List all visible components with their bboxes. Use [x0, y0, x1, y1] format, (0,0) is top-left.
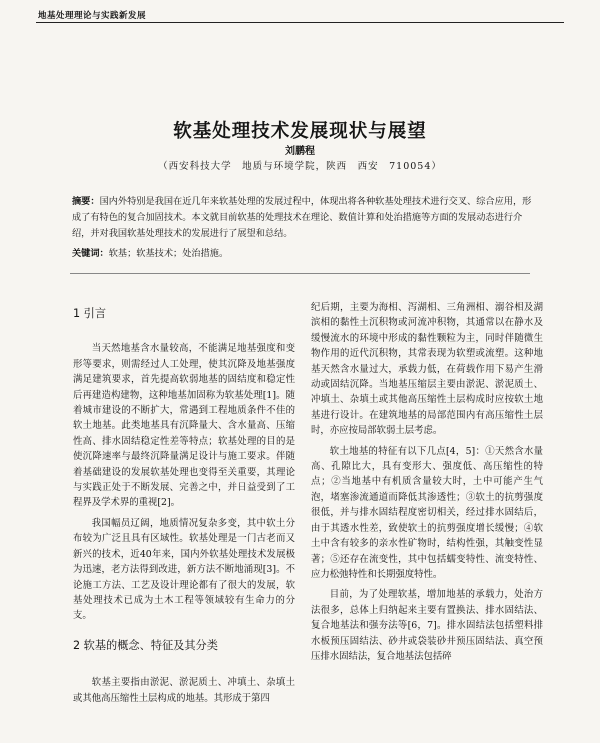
abstract-text: 国内外特别是我国在近几年来软基处理的发展过程中，体现出将各种软基处理技术进行交叉、综合应用，形成了有特色的复合加固技术。本文就目前软基的处理技术在理论、数值计算和处治措施等方面的发展动态进行介绍，并对我国软基处理技术的发展进行了展望和总结。	[72, 196, 532, 239]
running-header: 地基处理理论与实践新发展	[38, 11, 147, 21]
affiliation: （西安科技大学 地质与环境学院，陕西 西安 710054）	[158, 161, 442, 172]
keywords	[72, 246, 534, 262]
paragraph: 目前，为了处理软基，增加地基的承载力，处治方法很多，总体上归纳起来主要有置换法、排水固结法、复合地基法和强夯法等[6，7]。排水固结法包括塑料排水板预压固结法、砂井或袋装砂井预压固结法、真空预压排水固结法，复合地基法包括碎	[311, 589, 543, 662]
paper-title: 软基处理技术发展现状与展望	[173, 121, 427, 142]
section-1-heading: 1 引言	[73, 307, 107, 320]
paragraph: 软基主要指由淤泥、淤泥质土、冲填土、杂填土或其他高压缩性土层构成的地基。其形成于第四	[73, 677, 295, 704]
paragraph: 当天然地基含水量较高，不能满足地基强度和变形等要求，则需经过人工处理，使其沉降及地基强度满足建筑要求，首先提高软弱地基的固结度和稳定性后再建造构建物，这种地基加固称为软基处理[1]。随着城市建设的不断扩大，常遇到工程地质条件不佳的软土地基。此类地基具有沉降量大、含水量高、压缩性高、排水固结稳定性差等特点；软基处理的目的是使沉降速率与最终沉降量满足设计与施工要求。伴随着基础建设的发展软基处理也变得至关重要，其理论与实践正处于不断发展、完善之中，并日益受到了工程界及学术界的重视[2]。	[73, 343, 295, 509]
keywords-label: 关键词：	[72, 248, 109, 259]
section-2-heading: 2 软基的概念、特征及其分类	[73, 638, 218, 652]
paragraph: 软土地基的特征有以下几点[4，5]：①天然含水量高、孔隙比大，具有变形大、强度低、高压缩性的特点；②当地基中有机质含量较大时，土中可能产生气泡，堵塞渗流通道而降低其渗透性；③软土的抗剪强度很低，并与排水固结程度密切相关，经过排水固结后，由于其透水性差，致使软土的抗剪强度增长缓慢；④软土中含有较多的亲水性矿物时，结构性强，其触变性显著；⑤还存在流变性，其中包括蠕变特性、流变特性、应力松弛特性和长期强度特性。	[311, 445, 543, 580]
paragraph: 纪后期，主要为海相、泻湖相、三角洲相、溺谷相及湖滨相的黏性土沉积物或河流冲积物，其通常以在静水及缓慢流水的环境中形成的黏性颗粒为主，同时伴随微生物作用的近代沉积物，其常表现为软塑或流塑。这种地基天然含水量过大，承载力低，在荷载作用下易产生滑动或固结沉降。当地基压缩层主要由淤泥、淤泥质土、冲填土、杂填土或其他高压缩性土层构成时应按软土地基进行设计。在建筑地基的局部范围内有高压缩性土层时，亦应按局部软弱土层考虑。	[311, 302, 543, 437]
left-column	[73, 306, 295, 711]
paragraph: 我国幅员辽阔，地质情况复杂多变，其中软土分布较为广泛且具有区域性。软基处理是一门古老而又新兴的技术，近40年来，国内外软基处理技术发展极为迅速，老方法得到改进，新方法不断地涌现[3]。不论施工方法、工艺及设计理论都有了很大的发展，软基处理技术已成为土木工程等领域较有生命力的分支。	[73, 517, 295, 622]
keywords-text: 软基；软基技术；处治措施。	[108, 248, 229, 259]
abstract	[72, 194, 534, 242]
author: 刘鹏程	[285, 146, 315, 157]
abstract-label: 摘要：	[72, 196, 100, 207]
section-divider	[70, 273, 530, 274]
right-column	[311, 300, 543, 669]
header-rule	[36, 22, 564, 23]
